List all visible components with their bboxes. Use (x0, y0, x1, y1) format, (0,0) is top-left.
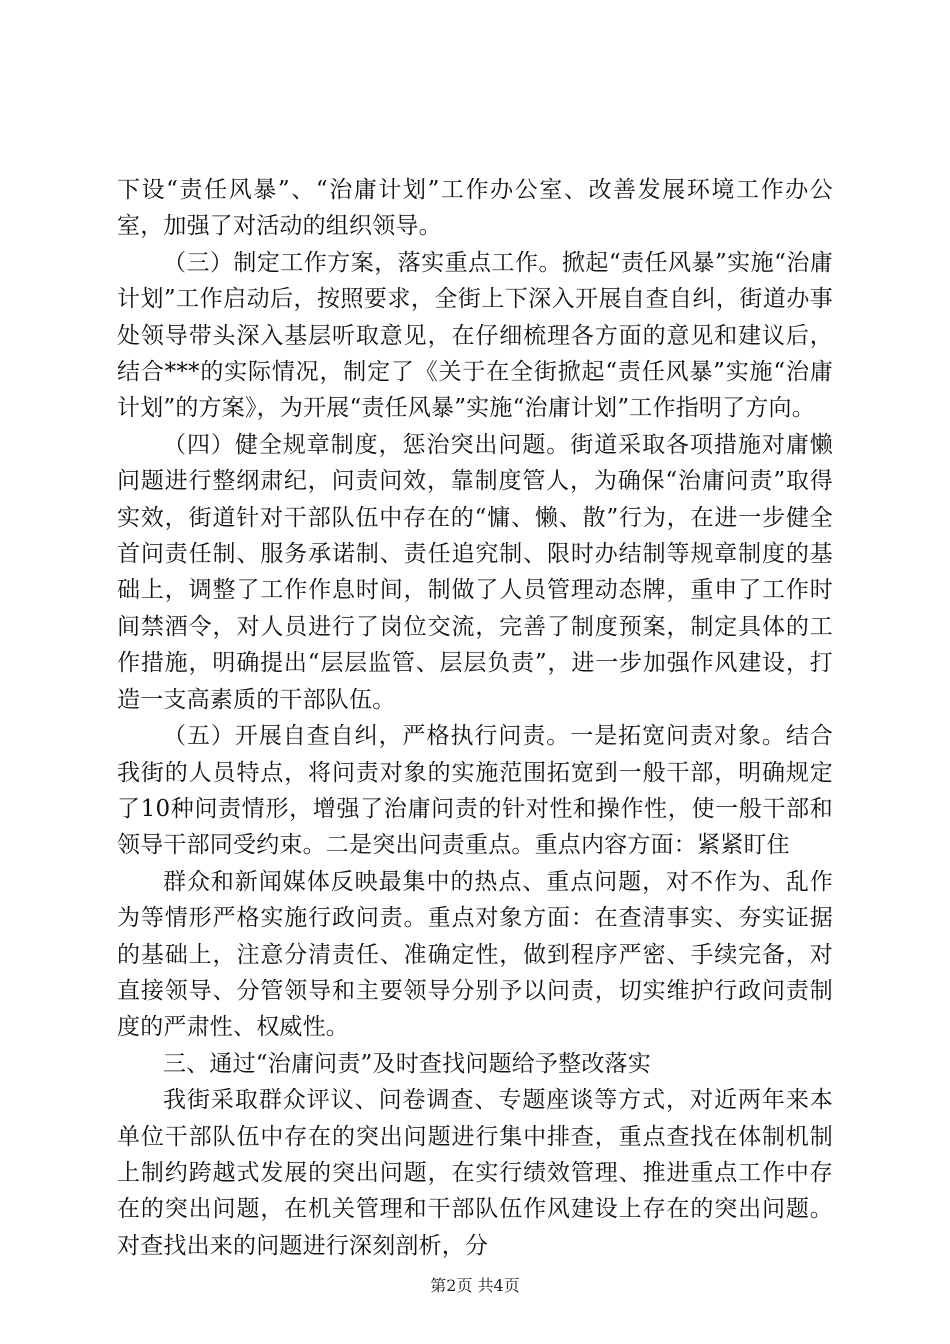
paragraph-section-4: （四）健全规章制度，惩治突出问题。街道采取各项措施对庸懒问题进行整纲肃纪，问责问效，靠制度管人，为确保“治庸问责”取得实效，街道针对干部队伍中存在的“慵、懒、散”行为，在进一步健全首问责任制、服务承诺制、责任追究制、限时办结制等规章制度的基础上，调整了工作作息时间，制做了人员管理动态牌，重申了工作时间禁酒令，对人员进行了岗位交流，完善了制度预案，制定具体的工作措施，明确提出“层层监管、层层负责”，进一步加强作风建设，打造一支高素质的干部队伍。 (117, 431, 833, 713)
paragraph-section-3: （三）制定工作方案，落实重点工作。掀起“责任风暴”实施“治庸计划”工作启动后，按照要求，全街上下深入开展自查自纠，街道办事处领导带头深入基层听取意见，在仔细梳理各方面的意见和建议后，结合***的实际情况，制定了《关于在全街掀起“责任风暴”实施“治庸计划”的方案》，为开展“责任风暴”实施“治庸计划”工作指明了方向。 (117, 249, 833, 422)
paragraph-accountability-focus: 群众和新闻媒体反映最集中的热点、重点问题，对不作为、乱作为等情形严格实施行政问责。重点对象方面：在查清事实、夯实证据的基础上，注意分清责任、准确定性，做到程序严密、手续完备，对直接领导、分管领导和主要领导分别予以问责，切实维护行政问责制度的严肃性、权威性。 (117, 868, 833, 1041)
section-heading-3: 三、通过“治庸问责”及时查找问题给予整改落实 (163, 1050, 651, 1077)
page-number-footer: 第2页 共4页 (430, 1276, 520, 1295)
paragraph-continuation: 下设“责任风暴”、“治庸计划”工作办公室、改善发展环境工作办公室，加强了对活动的组织领导。 (117, 177, 833, 240)
document-body (117, 172, 833, 1264)
paragraph-section-5: （五）开展自查自纠，严格执行问责。一是拓宽问责对象。结合我街的人员特点，将问责对象的实施范围拓宽到一般干部，明确规定了10种问责情形，增强了治庸问责的针对性和操作性，使一般干部和领导干部同受约束。二是突出问责重点。重点内容方面：紧紧盯住 (117, 723, 833, 859)
paragraph-problem-investigation: 我街采取群众评议、问卷调查、专题座谈等方式，对近两年来本单位干部队伍中存在的突出问题进行集中排查，重点查找在体制机制上制约跨越式发展的突出问题，在实行绩效管理、推进重点工作中存在的突出问题，在机关管理和干部队伍作风建设上存在的突出问题。对查找出来的问题进行深刻剖析，分 (117, 1087, 833, 1259)
